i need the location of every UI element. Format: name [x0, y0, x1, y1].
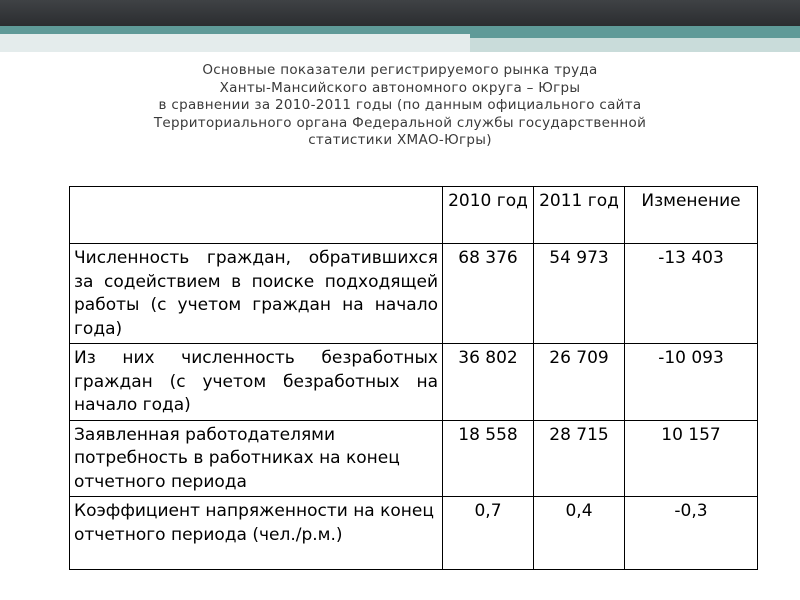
value-change: -0,3: [625, 497, 758, 570]
value-2010: 36 802: [443, 344, 534, 421]
value-2010: 18 558: [443, 420, 534, 497]
value-2010: 0,7: [443, 497, 534, 570]
row-label: Коэффициент напряженности на конец отчетного периода (чел./р.м.): [70, 497, 443, 570]
labor-market-table: [69, 186, 758, 570]
header-cell-empty: [70, 187, 443, 244]
title-line: в сравнении за 2010-2011 годы (по данным официального сайта: [158, 97, 642, 113]
title-line: статистики ХМАО-Югры): [308, 132, 492, 148]
header-cell-2010: 2010 год: [443, 187, 534, 244]
title-line: Территориального органа Федеральной службы государственной: [153, 114, 647, 131]
header-dark-bar: [0, 0, 800, 26]
value-2011: 54 973: [534, 244, 625, 344]
table-row: [70, 420, 758, 497]
value-change: -13 403: [625, 244, 758, 344]
table-row: [70, 497, 758, 570]
value-change: -10 093: [625, 344, 758, 421]
table-row: [70, 344, 758, 421]
row-label: Заявленная работодателями потребность в работниках на конец отчетного периода: [70, 420, 443, 497]
value-change: 10 157: [625, 420, 758, 497]
value-2011: 26 709: [534, 344, 625, 421]
slide-title: [60, 62, 740, 150]
row-label: Из них численность безработных граждан (с учетом безработных на начало года): [70, 344, 443, 421]
value-2011: 28 715: [534, 420, 625, 497]
header-cell-2011: 2011 год: [534, 187, 625, 244]
row-label: Численность граждан, обратившихся за содействием в поиске подходящей работы (с учетом граждан на начало года): [70, 244, 443, 344]
table-row: [70, 244, 758, 344]
title-line: Основные показатели регистрируемого рынка труда: [202, 62, 598, 78]
title-line: Ханты-Мансийского автономного округа – Югры: [219, 79, 581, 96]
header-pale-band: [0, 34, 470, 52]
header-cell-change: Изменение: [625, 187, 758, 244]
table-header-row: [70, 187, 758, 244]
value-2010: 68 376: [443, 244, 534, 344]
value-2011: 0,4: [534, 497, 625, 570]
